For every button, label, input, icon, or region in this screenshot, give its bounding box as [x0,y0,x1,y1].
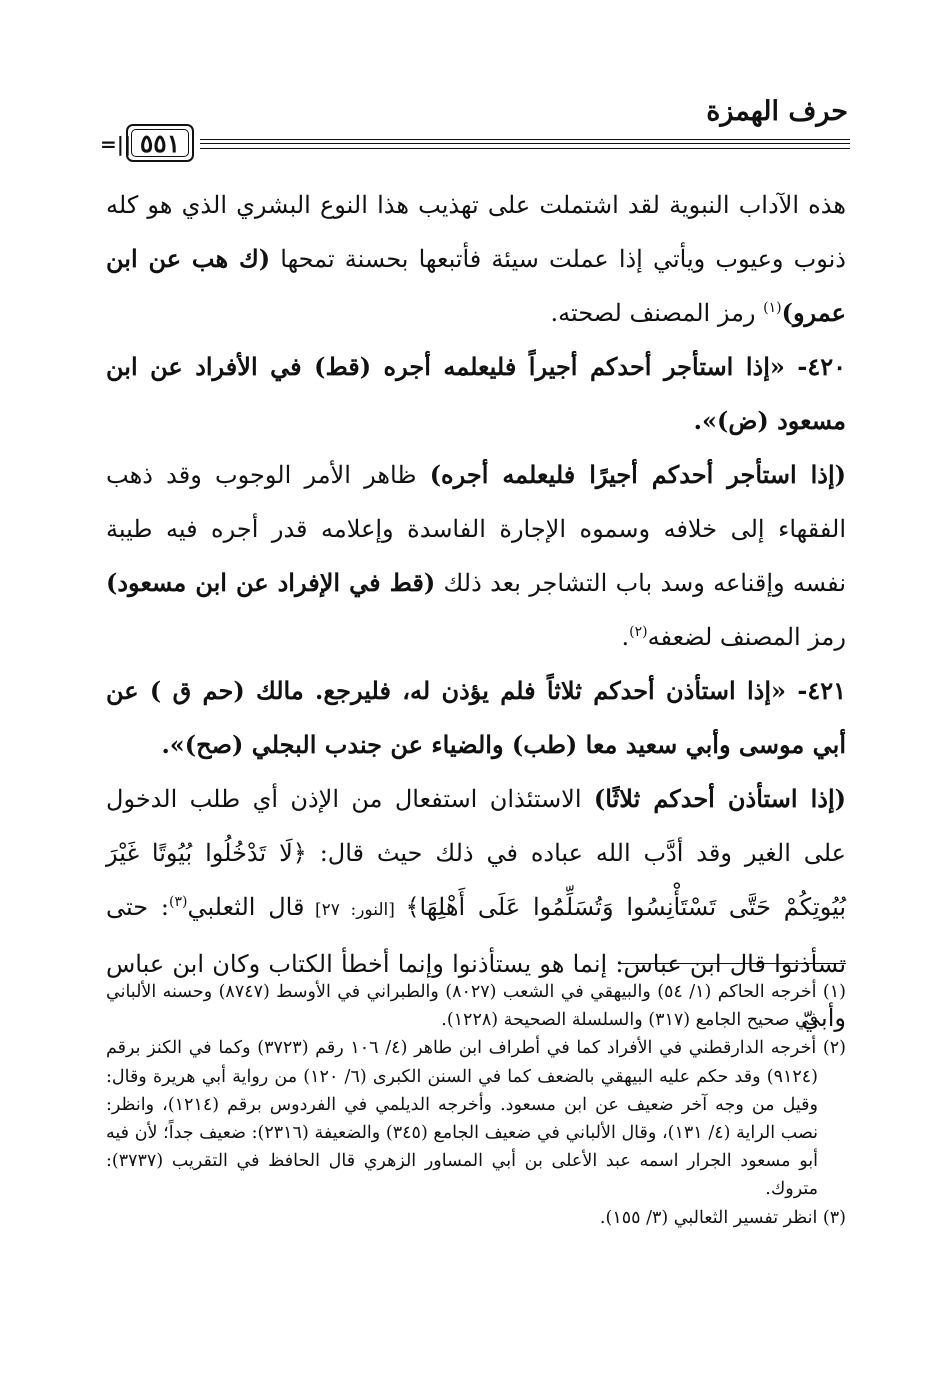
footnote-ref: (٣) [168,894,188,910]
footnote-separator [618,963,846,964]
chapter-title: حرف الهمزة [706,96,848,127]
header-rule [200,143,850,144]
quoted-hadith: (إذا استأجر أحدكم أجيرًا فليعلمه أجره) [429,460,847,489]
source-code: (قط في الإفراد عن ابن مسعود) [106,568,436,597]
header-rule [200,148,850,149]
text-run: ظاهر الأمر الوجوب وقد ذهب الفقهاء إلى خلافه وسموه الإجارة الفاسدة وإعلامه قدر أجره فيه طيبة نفسه وإقناعه وسد باب التشاجر بعد ذلك [106,461,846,597]
text-run: هذه الآداب النبوية لقد اشتملت على تهذيب هذا النوع البشري الذي هو كله ذنوب وعيوب ويأتي إذا عملت سيئة فأتبعها بحسنة تمحها [106,191,846,273]
text-run: رمز المصنف لصحته. [550,299,764,327]
header-rule [200,139,850,140]
text-run: رمز المصنف لضعفه [647,623,846,651]
footnotes [106,978,846,1232]
footnote: (٢) أخرجه الدارقطني في الأفراد كما في أطراف ابن طاهر (٤/ ١٠٦ رقم (٣٧٢٣) وكما في الكنز برقم (٩١٢٤) وقد حكم عليه البيهقي بالضعف كما في السنن الكبرى (٦/ ١٢٠) من رواية أبي هريرة وقال: وقيل من وجه آخر ضعيف عن ابن مسعود. وأخرجه الديلمي في الفردوس برقم (١٢١٤)، وانظر: نصب الراية (٤/ ١٣١)، وقال الألباني في ضعيف الجامع (٣٤٥) والضعيفة (٢٣١٦): ضعيف جداً؛ لأن فيه أبو مسعود الجرار اسمه عبد الأعلى بن أبي المساور الزهري قال الحافظ في التقريب (٣٧٣٧): متروك. [106,1038,846,1200]
footnote: (٣) انظر تفسير الثعالبي (٣/ ١٥٥). [599,1207,846,1228]
footnote: (١) أخرجه الحاكم (١/ ٥٤) والبيهقي في الشعب (٨٠٢٧) والطبراني في الأوسط (٨٧٤٧) وحسنه الألباني في صحيح الجامع (٣١٧) والسلسلة الصحيحة (١٢٢٨). [106,982,846,1031]
header-ornament: =|| [100,132,132,156]
text-run: الاستئذان استفعال من الإذن أي طلب الدخول على الغير وقد أدَّب الله عباده في ذلك حيث قال: [106,785,847,867]
quran-verse: ﴿لَا تَدْخُلُوا بُيُوتًا غَيْرَ بُيُوتِكُمْ حَتَّى تَسْتَأْنِسُوا وَتُسَلِّمُوا عَلَى أَهْلِهَا﴾ [106,839,847,921]
paragraph [106,448,846,664]
page-number: ٥٥١ [126,124,194,162]
quoted-hadith: (إذا استأذن أحدكم ثلاثًا) [593,784,847,813]
verse-reference: [النور: ٢٧] [304,900,406,920]
main-text [106,178,846,1045]
text-run: : حتى تسأذنوا قال ابن عباس: إنما هو يستأذنوا وإنما أخطأ الكتاب وكان ابن عباس وأبيّ [106,893,846,1032]
footnote-ref: (٢) [629,624,648,640]
footnote-ref: (١) [763,300,782,316]
text-run: . [621,623,630,651]
hadith-421: ٤٢١- «إذا استأذن أحدكم ثلاثاً فلم يؤذن له، فليرجع. مالك (حم ق ) عن أبي موسى وأبي سعيد معا (طب) والضياء عن جندب البجلي (صح)». [106,676,846,759]
source-code: (ك هب عن ابن عمرو) [106,244,846,327]
text-run: قال الثعلبي [187,893,305,921]
paragraph [106,178,846,340]
hadith-420: ٤٢٠- «إذا استأجر أحدكم أجيراً فليعلمه أجره (قط) في الأفراد عن ابن مسعود (ض)». [106,352,846,435]
